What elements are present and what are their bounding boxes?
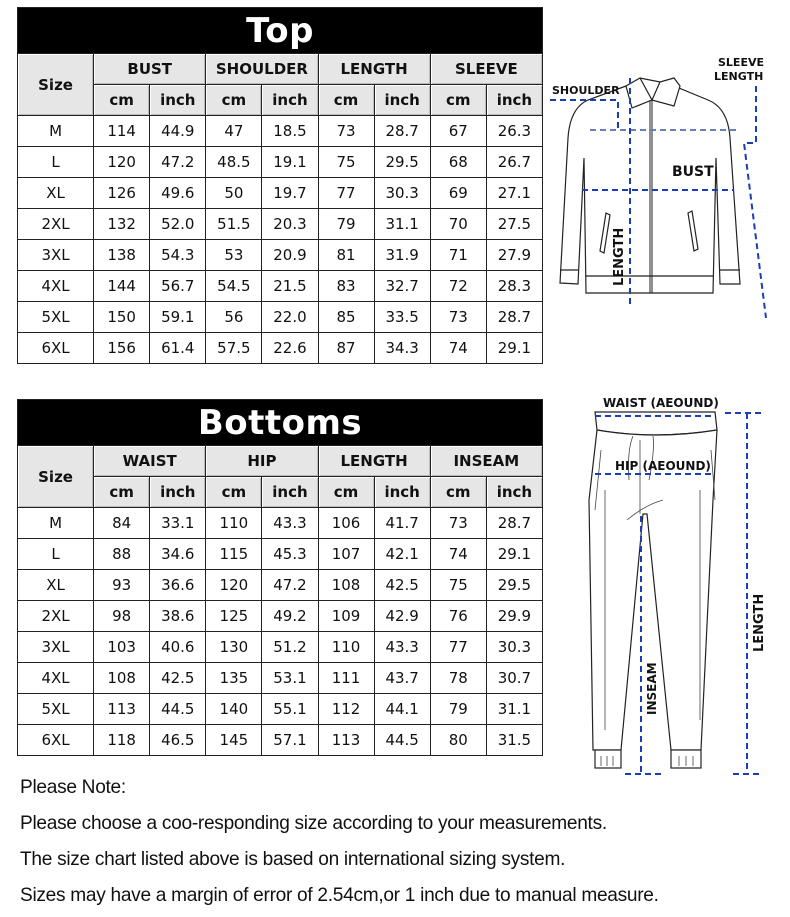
measurement-cell: 20.9 <box>262 240 318 271</box>
measurement-cell: 26.3 <box>486 116 542 147</box>
measurement-cell: 73 <box>318 116 374 147</box>
measurement-cell: 107 <box>318 539 374 570</box>
unit-header: inch <box>374 85 430 116</box>
group-header: LENGTH <box>318 446 430 477</box>
unit-header: inch <box>150 85 206 116</box>
measurement-cell: 19.1 <box>262 147 318 178</box>
measurement-cell: 98 <box>94 601 150 632</box>
measurement-cell: 74 <box>430 539 486 570</box>
measurement-cell: 40.6 <box>150 632 206 663</box>
waist-label: WAIST (AEOUND) <box>603 396 719 410</box>
measurement-cell: 30.3 <box>486 632 542 663</box>
measurement-cell: 22.6 <box>262 333 318 364</box>
measurement-cell: 46.5 <box>150 725 206 756</box>
notes-section <box>20 772 672 916</box>
table-row <box>18 539 543 570</box>
measurement-cell: 57.5 <box>206 333 262 364</box>
measurement-cell: 31.1 <box>374 209 430 240</box>
measurement-cell: 31.5 <box>486 725 542 756</box>
size-cell: 5XL <box>18 302 94 333</box>
size-cell: 6XL <box>18 333 94 364</box>
group-header: HIP <box>206 446 318 477</box>
measurement-cell: 114 <box>94 116 150 147</box>
measurement-cell: 138 <box>94 240 150 271</box>
table-row <box>18 116 543 147</box>
size-cell: XL <box>18 178 94 209</box>
measurement-cell: 51.2 <box>262 632 318 663</box>
measurement-cell: 36.6 <box>150 570 206 601</box>
size-cell: M <box>18 508 94 539</box>
measurement-cell: 156 <box>94 333 150 364</box>
measurement-cell: 31.9 <box>374 240 430 271</box>
measurement-cell: 33.5 <box>374 302 430 333</box>
unit-header: inch <box>262 477 318 508</box>
measurement-cell: 74 <box>430 333 486 364</box>
measurement-cell: 126 <box>94 178 150 209</box>
measurement-cell: 19.7 <box>262 178 318 209</box>
measurement-cell: 43.3 <box>262 508 318 539</box>
measurement-cell: 54.5 <box>206 271 262 302</box>
measurement-cell: 50 <box>206 178 262 209</box>
measurement-cell: 32.7 <box>374 271 430 302</box>
measurement-cell: 110 <box>318 632 374 663</box>
measurement-cell: 31.1 <box>486 694 542 725</box>
size-cell: 4XL <box>18 271 94 302</box>
measurement-cell: 83 <box>318 271 374 302</box>
measurement-cell: 29.5 <box>486 570 542 601</box>
measurement-cell: 93 <box>94 570 150 601</box>
measurement-cell: 109 <box>318 601 374 632</box>
shoulder-label: SHOULDER <box>552 84 620 97</box>
unit-header-row <box>18 85 543 116</box>
size-cell: 2XL <box>18 601 94 632</box>
table-row <box>18 178 543 209</box>
measurement-cell: 44.9 <box>150 116 206 147</box>
measurement-cell: 113 <box>94 694 150 725</box>
measurement-cell: 27.1 <box>486 178 542 209</box>
measurement-cell: 113 <box>318 725 374 756</box>
measurement-cell: 81 <box>318 240 374 271</box>
measurement-cell: 21.5 <box>262 271 318 302</box>
measurement-cell: 42.5 <box>374 570 430 601</box>
note-line: Sizes may have a margin of error of 2.54cm,or 1 inch due to manual measure. <box>20 884 659 906</box>
group-header: LENGTH <box>318 54 430 85</box>
unit-header: cm <box>430 477 486 508</box>
measurement-cell: 41.7 <box>374 508 430 539</box>
measurement-cell: 42.5 <box>150 663 206 694</box>
size-cell: M <box>18 116 94 147</box>
measurement-cell: 54.3 <box>150 240 206 271</box>
sleeve-label-line1: SLEEVE <box>718 56 764 69</box>
measurement-cell: 135 <box>206 663 262 694</box>
measurement-cell: 132 <box>94 209 150 240</box>
measurement-cell: 29.1 <box>486 333 542 364</box>
measurement-cell: 78 <box>430 663 486 694</box>
unit-header: cm <box>206 85 262 116</box>
measurement-cell: 61.4 <box>150 333 206 364</box>
measurement-cell: 42.1 <box>374 539 430 570</box>
measurement-cell: 34.3 <box>374 333 430 364</box>
top-size-table <box>17 7 543 364</box>
table-row <box>18 271 543 302</box>
size-cell: L <box>18 539 94 570</box>
measurement-cell: 18.5 <box>262 116 318 147</box>
inseam-label: INSEAM <box>645 662 659 715</box>
unit-header: cm <box>206 477 262 508</box>
size-cell: 5XL <box>18 694 94 725</box>
measurement-cell: 111 <box>318 663 374 694</box>
unit-header: inch <box>374 477 430 508</box>
measurement-cell: 76 <box>430 601 486 632</box>
jacket-icon <box>548 48 784 330</box>
table-row <box>18 209 543 240</box>
measurement-cell: 73 <box>430 508 486 539</box>
group-header: SLEEVE <box>430 54 542 85</box>
length-label: LENGTH <box>752 593 767 652</box>
table-title: Top <box>18 8 543 54</box>
measurement-cell: 87 <box>318 333 374 364</box>
table-row <box>18 725 543 756</box>
measurement-cell: 75 <box>430 570 486 601</box>
measurement-cell: 48.5 <box>206 147 262 178</box>
pants-icon <box>565 390 785 780</box>
top-table-body <box>18 116 543 364</box>
measurement-cell: 103 <box>94 632 150 663</box>
measurement-cell: 70 <box>430 209 486 240</box>
measurement-cell: 68 <box>430 147 486 178</box>
table-row <box>18 570 543 601</box>
measurement-cell: 125 <box>206 601 262 632</box>
measurement-cell: 69 <box>430 178 486 209</box>
bottoms-size-table <box>17 399 543 756</box>
measurement-cell: 43.7 <box>374 663 430 694</box>
measurement-cell: 67 <box>430 116 486 147</box>
measurement-cell: 84 <box>94 508 150 539</box>
measurement-cell: 75 <box>318 147 374 178</box>
measurement-cell: 53 <box>206 240 262 271</box>
bottoms-table-body <box>18 508 543 756</box>
measurement-cell: 71 <box>430 240 486 271</box>
size-header: Size <box>18 446 94 508</box>
measurement-cell: 29.1 <box>486 539 542 570</box>
hip-label: HIP (AEOUND) <box>615 459 711 473</box>
notes-heading: Please Note: <box>20 776 126 798</box>
measurement-cell: 26.7 <box>486 147 542 178</box>
size-header: Size <box>18 54 94 116</box>
measurement-cell: 73 <box>430 302 486 333</box>
measurement-cell: 47.2 <box>262 570 318 601</box>
measurement-cell: 42.9 <box>374 601 430 632</box>
note-line: The size chart listed above is based on international sizing system. <box>20 848 566 870</box>
measurement-cell: 59.1 <box>150 302 206 333</box>
unit-header: cm <box>94 85 150 116</box>
table-row <box>18 302 543 333</box>
measurement-cell: 44.5 <box>374 725 430 756</box>
measurement-cell: 115 <box>206 539 262 570</box>
measurement-cell: 28.7 <box>486 302 542 333</box>
size-cell: 4XL <box>18 663 94 694</box>
measurement-cell: 80 <box>430 725 486 756</box>
group-header: SHOULDER <box>206 54 318 85</box>
measurement-cell: 55.1 <box>262 694 318 725</box>
measurement-cell: 28.7 <box>486 508 542 539</box>
measurement-cell: 49.2 <box>262 601 318 632</box>
measurement-cell: 22.0 <box>262 302 318 333</box>
unit-header: cm <box>318 477 374 508</box>
measurement-cell: 30.3 <box>374 178 430 209</box>
measurement-cell: 130 <box>206 632 262 663</box>
unit-header: inch <box>150 477 206 508</box>
measurement-cell: 144 <box>94 271 150 302</box>
measurement-cell: 106 <box>318 508 374 539</box>
measurement-cell: 110 <box>206 508 262 539</box>
measurement-cell: 45.3 <box>262 539 318 570</box>
length-label: LENGTH <box>612 227 627 286</box>
measurement-cell: 30.7 <box>486 663 542 694</box>
measurement-cell: 118 <box>94 725 150 756</box>
measurement-cell: 79 <box>318 209 374 240</box>
size-cell: L <box>18 147 94 178</box>
measurement-cell: 77 <box>318 178 374 209</box>
measurement-cell: 120 <box>94 147 150 178</box>
group-header: WAIST <box>94 446 206 477</box>
unit-header: inch <box>262 85 318 116</box>
measurement-cell: 44.1 <box>374 694 430 725</box>
measurement-cell: 72 <box>430 271 486 302</box>
measurement-cell: 51.5 <box>206 209 262 240</box>
table-row <box>18 147 543 178</box>
measurement-cell: 145 <box>206 725 262 756</box>
unit-header-row <box>18 477 543 508</box>
measurement-cell: 56.7 <box>150 271 206 302</box>
measurement-cell: 38.6 <box>150 601 206 632</box>
measurement-cell: 150 <box>94 302 150 333</box>
measurement-cell: 44.5 <box>150 694 206 725</box>
measurement-cell: 79 <box>430 694 486 725</box>
measurement-cell: 47.2 <box>150 147 206 178</box>
table-row <box>18 632 543 663</box>
unit-header: inch <box>486 477 542 508</box>
measurement-cell: 53.1 <box>262 663 318 694</box>
note-line: Please choose a coo-responding size according to your measurements. <box>20 812 607 834</box>
measurement-cell: 28.7 <box>374 116 430 147</box>
measurement-cell: 47 <box>206 116 262 147</box>
table-row <box>18 508 543 539</box>
measurement-cell: 140 <box>206 694 262 725</box>
measurement-cell: 29.9 <box>486 601 542 632</box>
size-cell: XL <box>18 570 94 601</box>
unit-header: inch <box>486 85 542 116</box>
table-row <box>18 694 543 725</box>
measurement-cell: 112 <box>318 694 374 725</box>
measurement-cell: 52.0 <box>150 209 206 240</box>
measurement-cell: 29.5 <box>374 147 430 178</box>
size-cell: 3XL <box>18 240 94 271</box>
table-row <box>18 240 543 271</box>
measurement-cell: 57.1 <box>262 725 318 756</box>
unit-header: cm <box>94 477 150 508</box>
measurement-cell: 20.3 <box>262 209 318 240</box>
measurement-cell: 33.1 <box>150 508 206 539</box>
group-header: BUST <box>94 54 206 85</box>
table-row <box>18 663 543 694</box>
table-row <box>18 601 543 632</box>
table-row <box>18 333 543 364</box>
measurement-cell: 49.6 <box>150 178 206 209</box>
unit-header: cm <box>430 85 486 116</box>
measurement-cell: 77 <box>430 632 486 663</box>
size-cell: 6XL <box>18 725 94 756</box>
measurement-cell: 34.6 <box>150 539 206 570</box>
measurement-cell: 108 <box>318 570 374 601</box>
bust-label: BUST <box>672 164 714 180</box>
measurement-cell: 28.3 <box>486 271 542 302</box>
size-cell: 2XL <box>18 209 94 240</box>
measurement-cell: 85 <box>318 302 374 333</box>
size-cell: 3XL <box>18 632 94 663</box>
sleeve-label-line2: LENGTH <box>714 70 764 83</box>
table-title: Bottoms <box>18 400 543 446</box>
measurement-cell: 27.5 <box>486 209 542 240</box>
unit-header: cm <box>318 85 374 116</box>
measurement-cell: 120 <box>206 570 262 601</box>
measurement-cell: 56 <box>206 302 262 333</box>
measurement-cell: 43.3 <box>374 632 430 663</box>
measurement-cell: 108 <box>94 663 150 694</box>
measurement-cell: 88 <box>94 539 150 570</box>
measurement-cell: 27.9 <box>486 240 542 271</box>
group-header: INSEAM <box>430 446 542 477</box>
